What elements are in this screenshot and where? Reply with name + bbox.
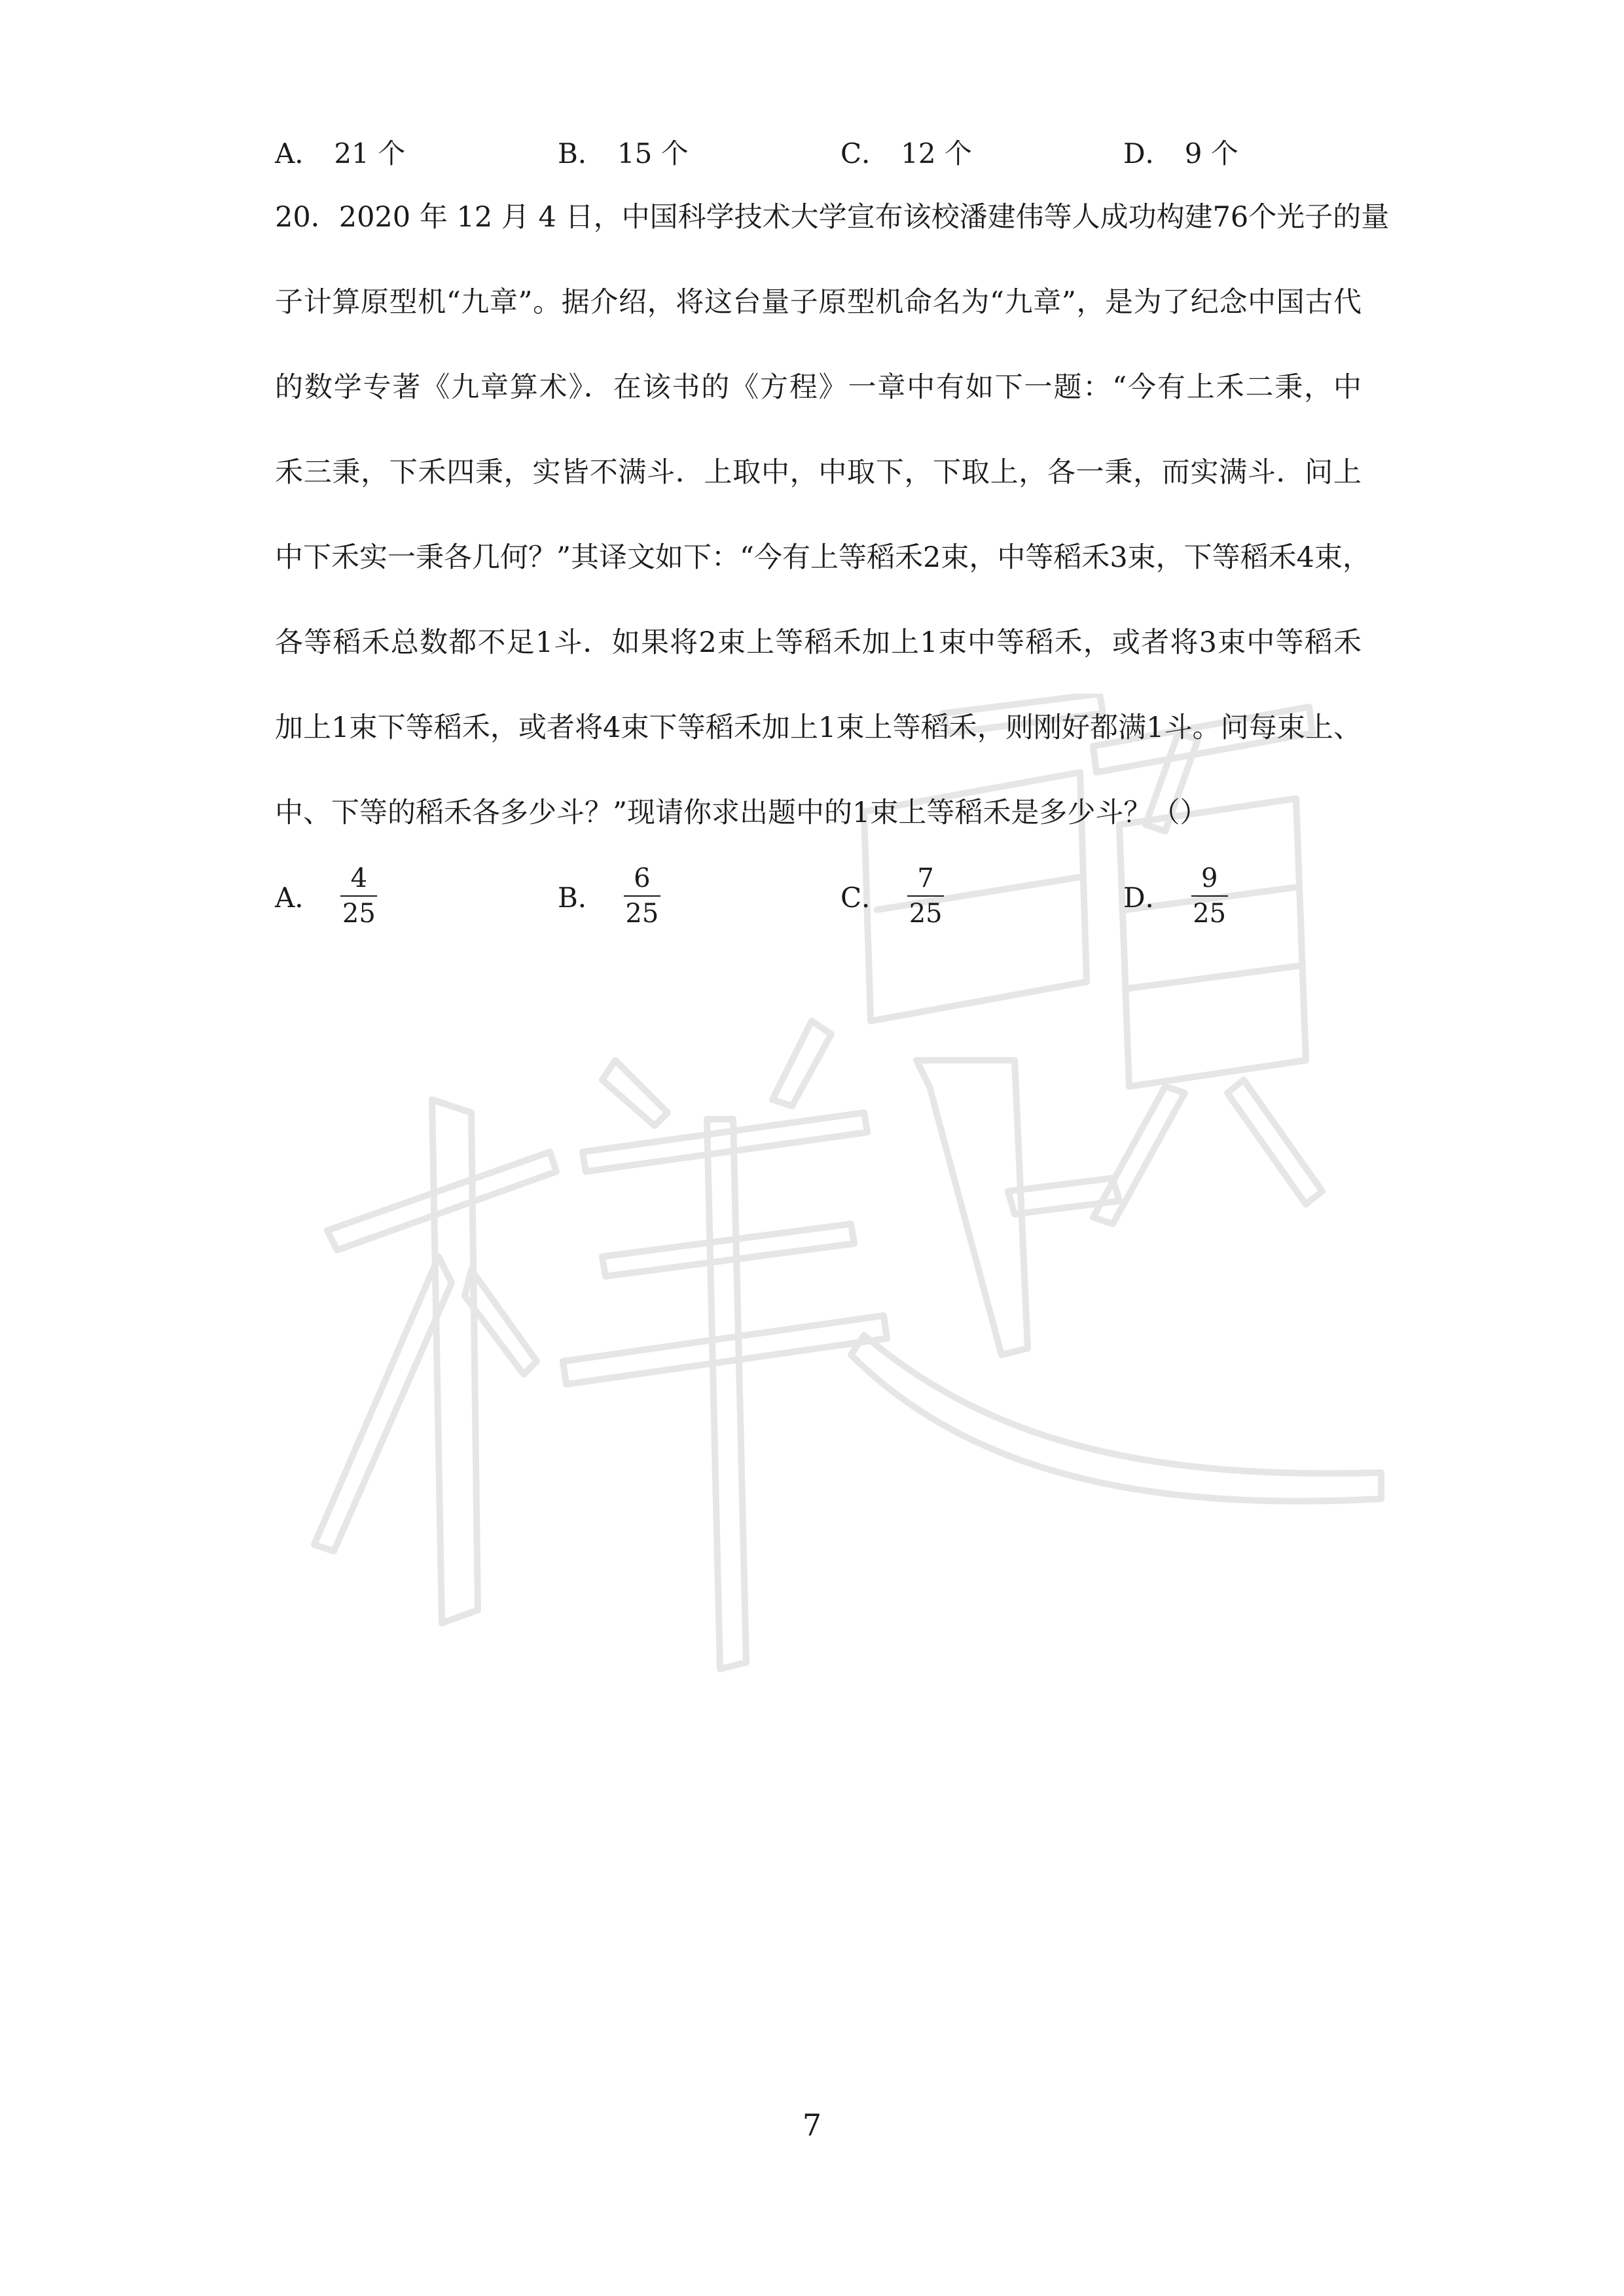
option-letter: D． bbox=[1123, 137, 1173, 170]
fraction-bar bbox=[1191, 895, 1228, 897]
page-content bbox=[275, 128, 1390, 935]
fraction-numerator: 7 bbox=[917, 863, 934, 893]
fraction-bar bbox=[907, 895, 944, 897]
fraction-numerator: 4 bbox=[350, 863, 368, 893]
fraction-denominator: 25 bbox=[909, 899, 943, 929]
question-line: 的数学专著《九章算术》．在该书的《方程》一章中有如下一题：“今有上禾二秉，中 bbox=[275, 371, 1362, 404]
option-c[interactable] bbox=[840, 128, 972, 180]
option-letter: D． bbox=[1123, 882, 1173, 914]
option-text: 12 个 bbox=[901, 137, 972, 170]
fraction-numerator: 9 bbox=[1200, 863, 1218, 893]
fraction bbox=[624, 863, 660, 929]
option-c[interactable] bbox=[840, 857, 944, 935]
option-text: 15 个 bbox=[617, 137, 689, 170]
fraction-denominator: 25 bbox=[1193, 899, 1227, 929]
fraction-bar bbox=[624, 895, 660, 897]
option-letter: A． bbox=[275, 137, 323, 170]
page-number: 7 bbox=[802, 2108, 822, 2143]
question-line: 子计算原型机“九章”。据介绍，将这台量子原型机命名为“九章”，是为了纪念中国古代 bbox=[275, 286, 1362, 319]
option-letter: B． bbox=[558, 882, 605, 914]
fraction bbox=[907, 863, 944, 929]
question-line: 加上1束下等稻禾，或者将4束下等稻禾加上1束上等稻禾，则刚好都满1斗。问每束上、 bbox=[275, 711, 1362, 744]
question-line: 各等稻禾总数都不足1斗．如果将2束上等稻禾加上1束中等稻禾，或者将3束中等稻禾 bbox=[275, 626, 1362, 659]
option-d[interactable] bbox=[1123, 857, 1228, 935]
fraction bbox=[340, 863, 377, 929]
question-20-options bbox=[275, 857, 1362, 935]
question-line: 中、下等的稻禾各多少斗？”现请你求出题中的1束上等稻禾是多少斗？（） bbox=[275, 797, 1208, 829]
fraction-bar bbox=[340, 895, 377, 897]
option-letter: A． bbox=[275, 882, 323, 914]
fraction bbox=[1191, 863, 1228, 929]
option-text: 9 个 bbox=[1184, 137, 1238, 170]
option-a[interactable] bbox=[275, 857, 377, 935]
option-letter: C． bbox=[840, 882, 890, 914]
question-20 bbox=[275, 175, 1390, 855]
option-text: 21 个 bbox=[334, 137, 406, 170]
option-letter: B． bbox=[558, 137, 605, 170]
fraction-numerator: 6 bbox=[634, 863, 651, 893]
fraction-denominator: 25 bbox=[625, 899, 659, 929]
question-line: 中下禾实一秉各几何？”其译文如下：“今有上等稻禾2束，中等稻禾3束，下等稻禾4束， bbox=[275, 541, 1371, 574]
option-letter: C． bbox=[840, 137, 890, 170]
option-b[interactable] bbox=[558, 857, 660, 935]
option-d[interactable] bbox=[1123, 128, 1238, 180]
fraction-denominator: 25 bbox=[342, 899, 376, 929]
question-line: 禾三秉，下禾四秉，实皆不满斗．上取中，中取下，下取上，各一秉，而实满斗．问上 bbox=[275, 456, 1362, 489]
previous-question-options bbox=[275, 128, 1362, 180]
question-line: 20．2020 年 12 月 4 日，中国科学技术大学宣布该校潘建伟等人成功构建76个光子的量 bbox=[275, 201, 1390, 234]
option-b[interactable] bbox=[558, 128, 689, 180]
option-a[interactable] bbox=[275, 128, 405, 180]
